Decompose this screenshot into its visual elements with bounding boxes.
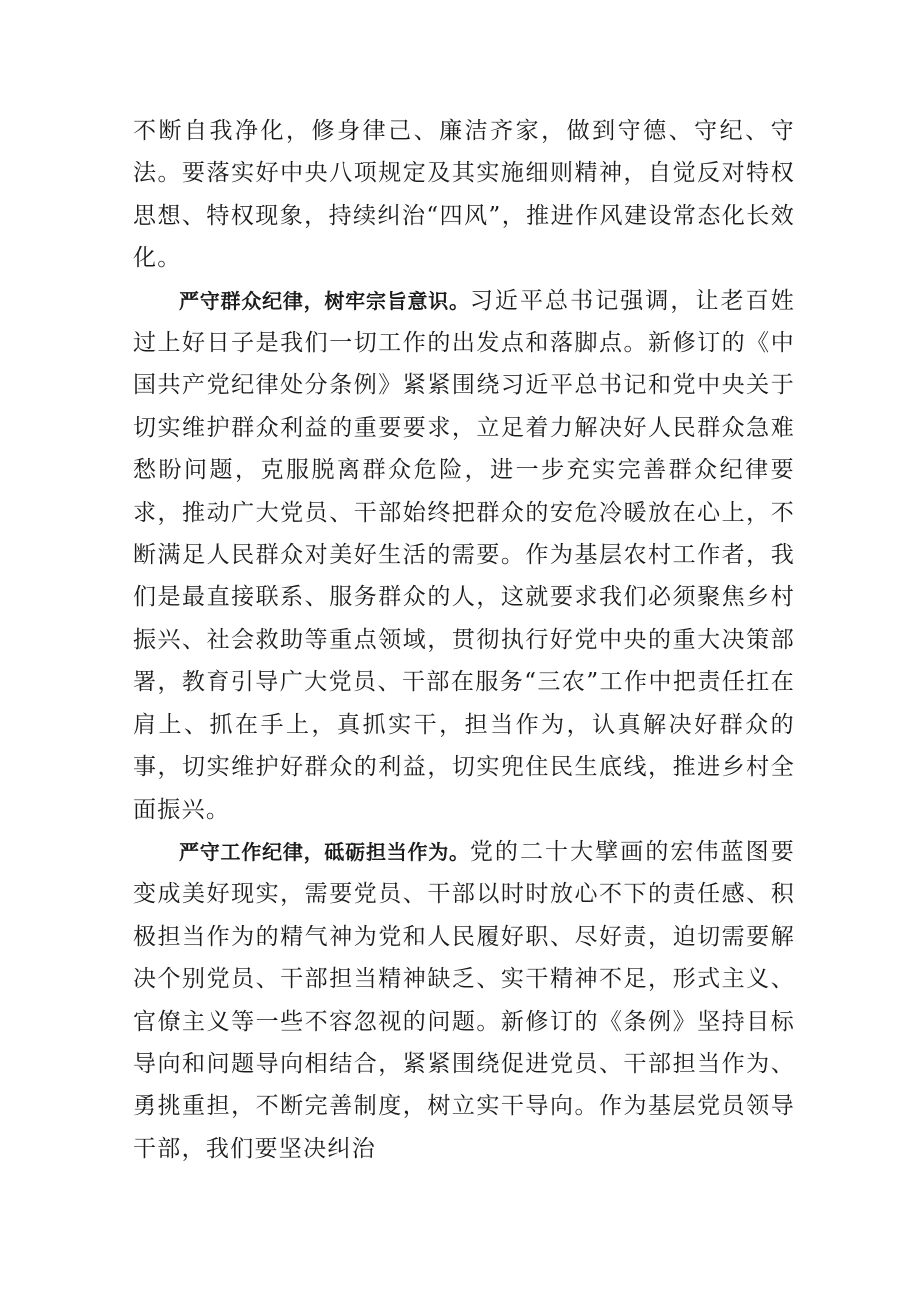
document-body	[133, 110, 795, 1170]
paragraph-3-text: 党的二十大擘画的宏伟蓝图要变成美好现实，需要党员、干部以时时放心不下的责任感、积极担当作为的精气神为党和人民履好职、尽好责，迫切需要解决个别党员、干部担当精神缺乏、实干精神不足，形式主义、官僚主义等一些不容忽视的问题。新修订的《条例》坚持目标导向和问题导向相结合，紧紧围绕促进党员、干部担当作为、勇挑重担，不断完善制度，树立实干导向。作为基层党员领导干部，我们要坚决纠治	[133, 838, 796, 1162]
paragraph-2-heading: 严守群众纪律，树牢宗旨意识。	[179, 288, 470, 313]
paragraph-2	[133, 280, 795, 831]
paragraph-3	[133, 831, 795, 1170]
paragraph-1-text: 不断自我净化，修身律己、廉洁齐家，做到守德、守纪、守法。要落实好中央八项规定及其实施细则精神，自觉反对特权思想、特权现象，持续纠治“四风”，推进作风建设常态化长效化。	[133, 118, 795, 272]
paragraph-1	[133, 110, 795, 280]
paragraph-3-heading: 严守工作纪律，砥砺担当作为。	[179, 839, 470, 864]
paragraph-2-text: 习近平总书记强调，让老百姓过上好日子是我们一切工作的出发点和落脚点。新修订的《中国共产党纪律处分条例》紧紧围绕习近平总书记和党中央关于切实维护群众利益的重要要求，立足着力解决好人民群众急难愁盼问题，克服脱离群众危险，进一步充实完善群众纪律要求，推动广大党员、干部始终把群众的安危冷暖放在心上，不断满足人民群众对美好生活的需要。作为基层农村工作者，我们是最直接联系、服务群众的人，这就要求我们必须聚焦乡村振兴、社会救助等重点领域，贯彻执行好党中央的重大决策部署，教育引导广大党员、干部在服务“三农”工作中把责任扛在肩上、抓在手上，真抓实干，担当作为，认真解决好群众的事，切实维护好群众的利益，切实兜住民生底线，推进乡村全面振兴。	[133, 287, 796, 823]
